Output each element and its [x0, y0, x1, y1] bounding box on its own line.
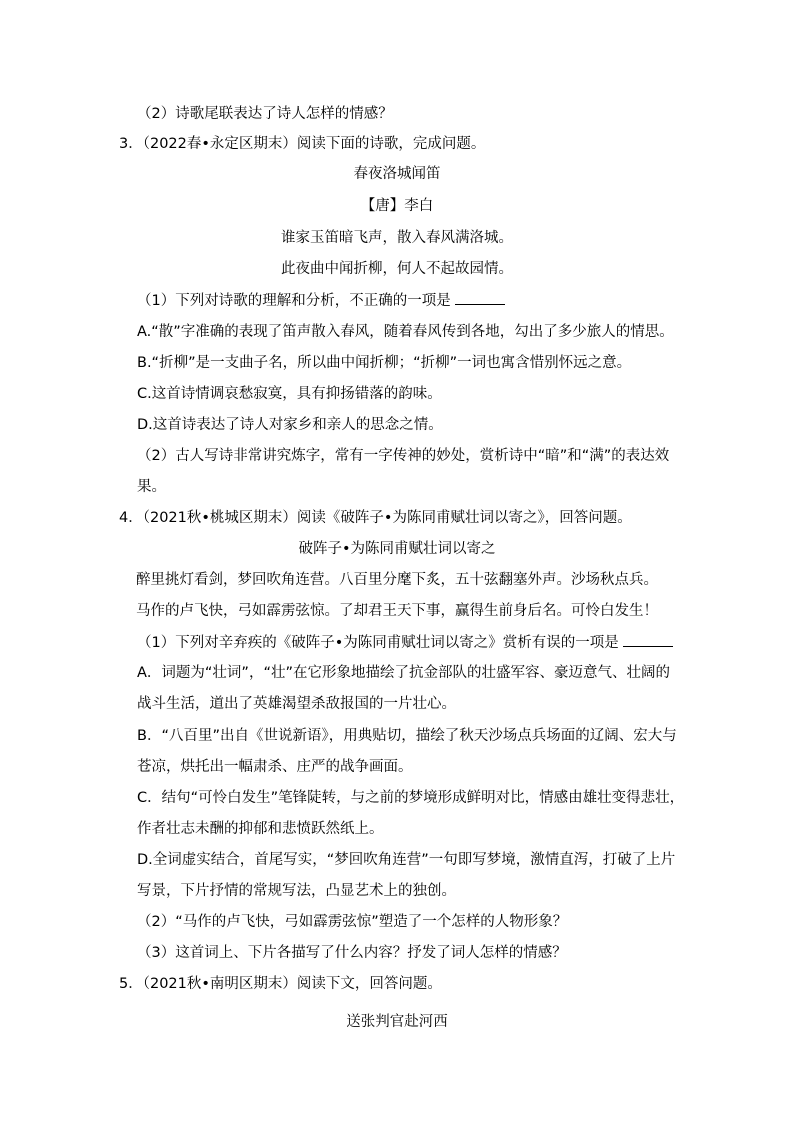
q4-option-a-line-1: A．词题为“壮词”，“壮”在它形象地描绘了抗金部队的壮盛军容、豪迈意气、壮阔的 — [137, 665, 670, 681]
q3-sub1-question — [137, 290, 505, 311]
q3-sub1-text: （1）下列对诗歌的理解和分析，不正确的一项是 — [137, 293, 451, 309]
answer-blank — [455, 290, 505, 305]
q4-option-b-line-1: B．“八百里”出自《世说新语》，用典贴切，描绘了秋天沙场点兵场面的辽阔、宏大与 — [137, 728, 677, 744]
answer-blank — [623, 632, 673, 647]
q4-poem-line-1: 醉里挑灯看剑，梦回吹角连营。八百里分麾下炙，五十弦翻塞外声。沙场秋点兵。 — [136, 572, 658, 588]
q3-poem-author: 【唐】李白 — [360, 198, 434, 214]
q4-option-a-line-2: 战斗生活，道出了英雄渴望杀敌报国的一片壮心。 — [137, 696, 456, 712]
q4-option-c-line-2: 作者壮志未酬的抑郁和悲愤跃然纸上。 — [137, 821, 384, 837]
q3-option-a: A.“散”字准确的表现了笛声散入春风，随着春风传到各地，勾出了多少旅人的情思。 — [137, 324, 674, 340]
q4-sub3-question: （3）这首词上、下片各描写了什么内容？抒发了词人怎样的情感？ — [137, 945, 567, 961]
q3-sub2-line-1: （2）古人写诗非常讲究炼字，常有一字传神的妙处，赏析诗中“暗”和“满”的表达效 — [137, 448, 670, 464]
q5-header: 5．（2021秋•南明区期末）阅读下文，回答问题。 — [119, 976, 442, 992]
q3-header: 3．（2022春•永定区期末）阅读下面的诗歌，完成问题。 — [119, 136, 486, 152]
q4-option-d-line-2: 写景，下片抒情的常规写法，凸显艺术上的独创。 — [137, 883, 456, 899]
q3-sub2-line-2: 果。 — [137, 479, 166, 495]
q4-option-b-line-2: 苍凉，烘托出一幅肃杀、庄严的战争画面。 — [137, 759, 413, 775]
q3-poem-title: 春夜洛城闻笛 — [353, 166, 441, 182]
q3-option-c: C.这首诗情调哀愁寂寞，具有抑扬错落的韵味。 — [137, 386, 442, 402]
q4-poem-line-2: 马作的卢飞快，弓如霹雳弦惊。了却君王天下事，赢得生前身后名。可怜白发生！ — [136, 603, 658, 619]
q4-option-d-line-1: D.全词虚实结合，首尾写实，“梦回吹角连营”一句即写梦境，激情直泻，打破了上片 — [137, 852, 676, 868]
q4-header: 4．（2021秋•桃城区期末）阅读《破阵子•为陈同甫赋壮词以寄之》，回答问题。 — [119, 510, 632, 526]
q4-sub2-question: （2）“马作的卢飞快，弓如霹雳弦惊”塑造了一个怎样的人物形象？ — [137, 914, 568, 930]
q4-sub1-question — [137, 632, 673, 653]
q3-poem-line-1: 谁家玉笛暗飞声，散入春风满洛城。 — [281, 230, 513, 246]
q4-option-c-line-1: C．结句“可怜白发生”笔锋陡转，与之前的梦境形成鲜明对比，情感由雄壮变得悲壮， — [137, 790, 685, 806]
q4-sub1-text: （1）下列对辛弃疾的《破阵子•为陈同甫赋壮词以寄之》赏析有误的一项是 — [137, 635, 619, 651]
q2-sub2-question: （2）诗歌尾联表达了诗人怎样的情感？ — [137, 106, 393, 122]
q5-poem-title: 送张判官赴河西 — [346, 1014, 448, 1030]
q3-option-b: B.“折柳”是一支曲子名，所以曲中闻折柳；“折柳”一词也寓含惜别怀远之意。 — [137, 355, 632, 371]
q3-option-d: D.这首诗表达了诗人对家乡和亲人的思念之情。 — [137, 417, 443, 433]
q3-poem-line-2: 此夜曲中闻折柳，何人不起故园情。 — [281, 261, 513, 277]
q4-poem-title: 破阵子•为陈同甫赋壮词以寄之 — [298, 541, 496, 557]
